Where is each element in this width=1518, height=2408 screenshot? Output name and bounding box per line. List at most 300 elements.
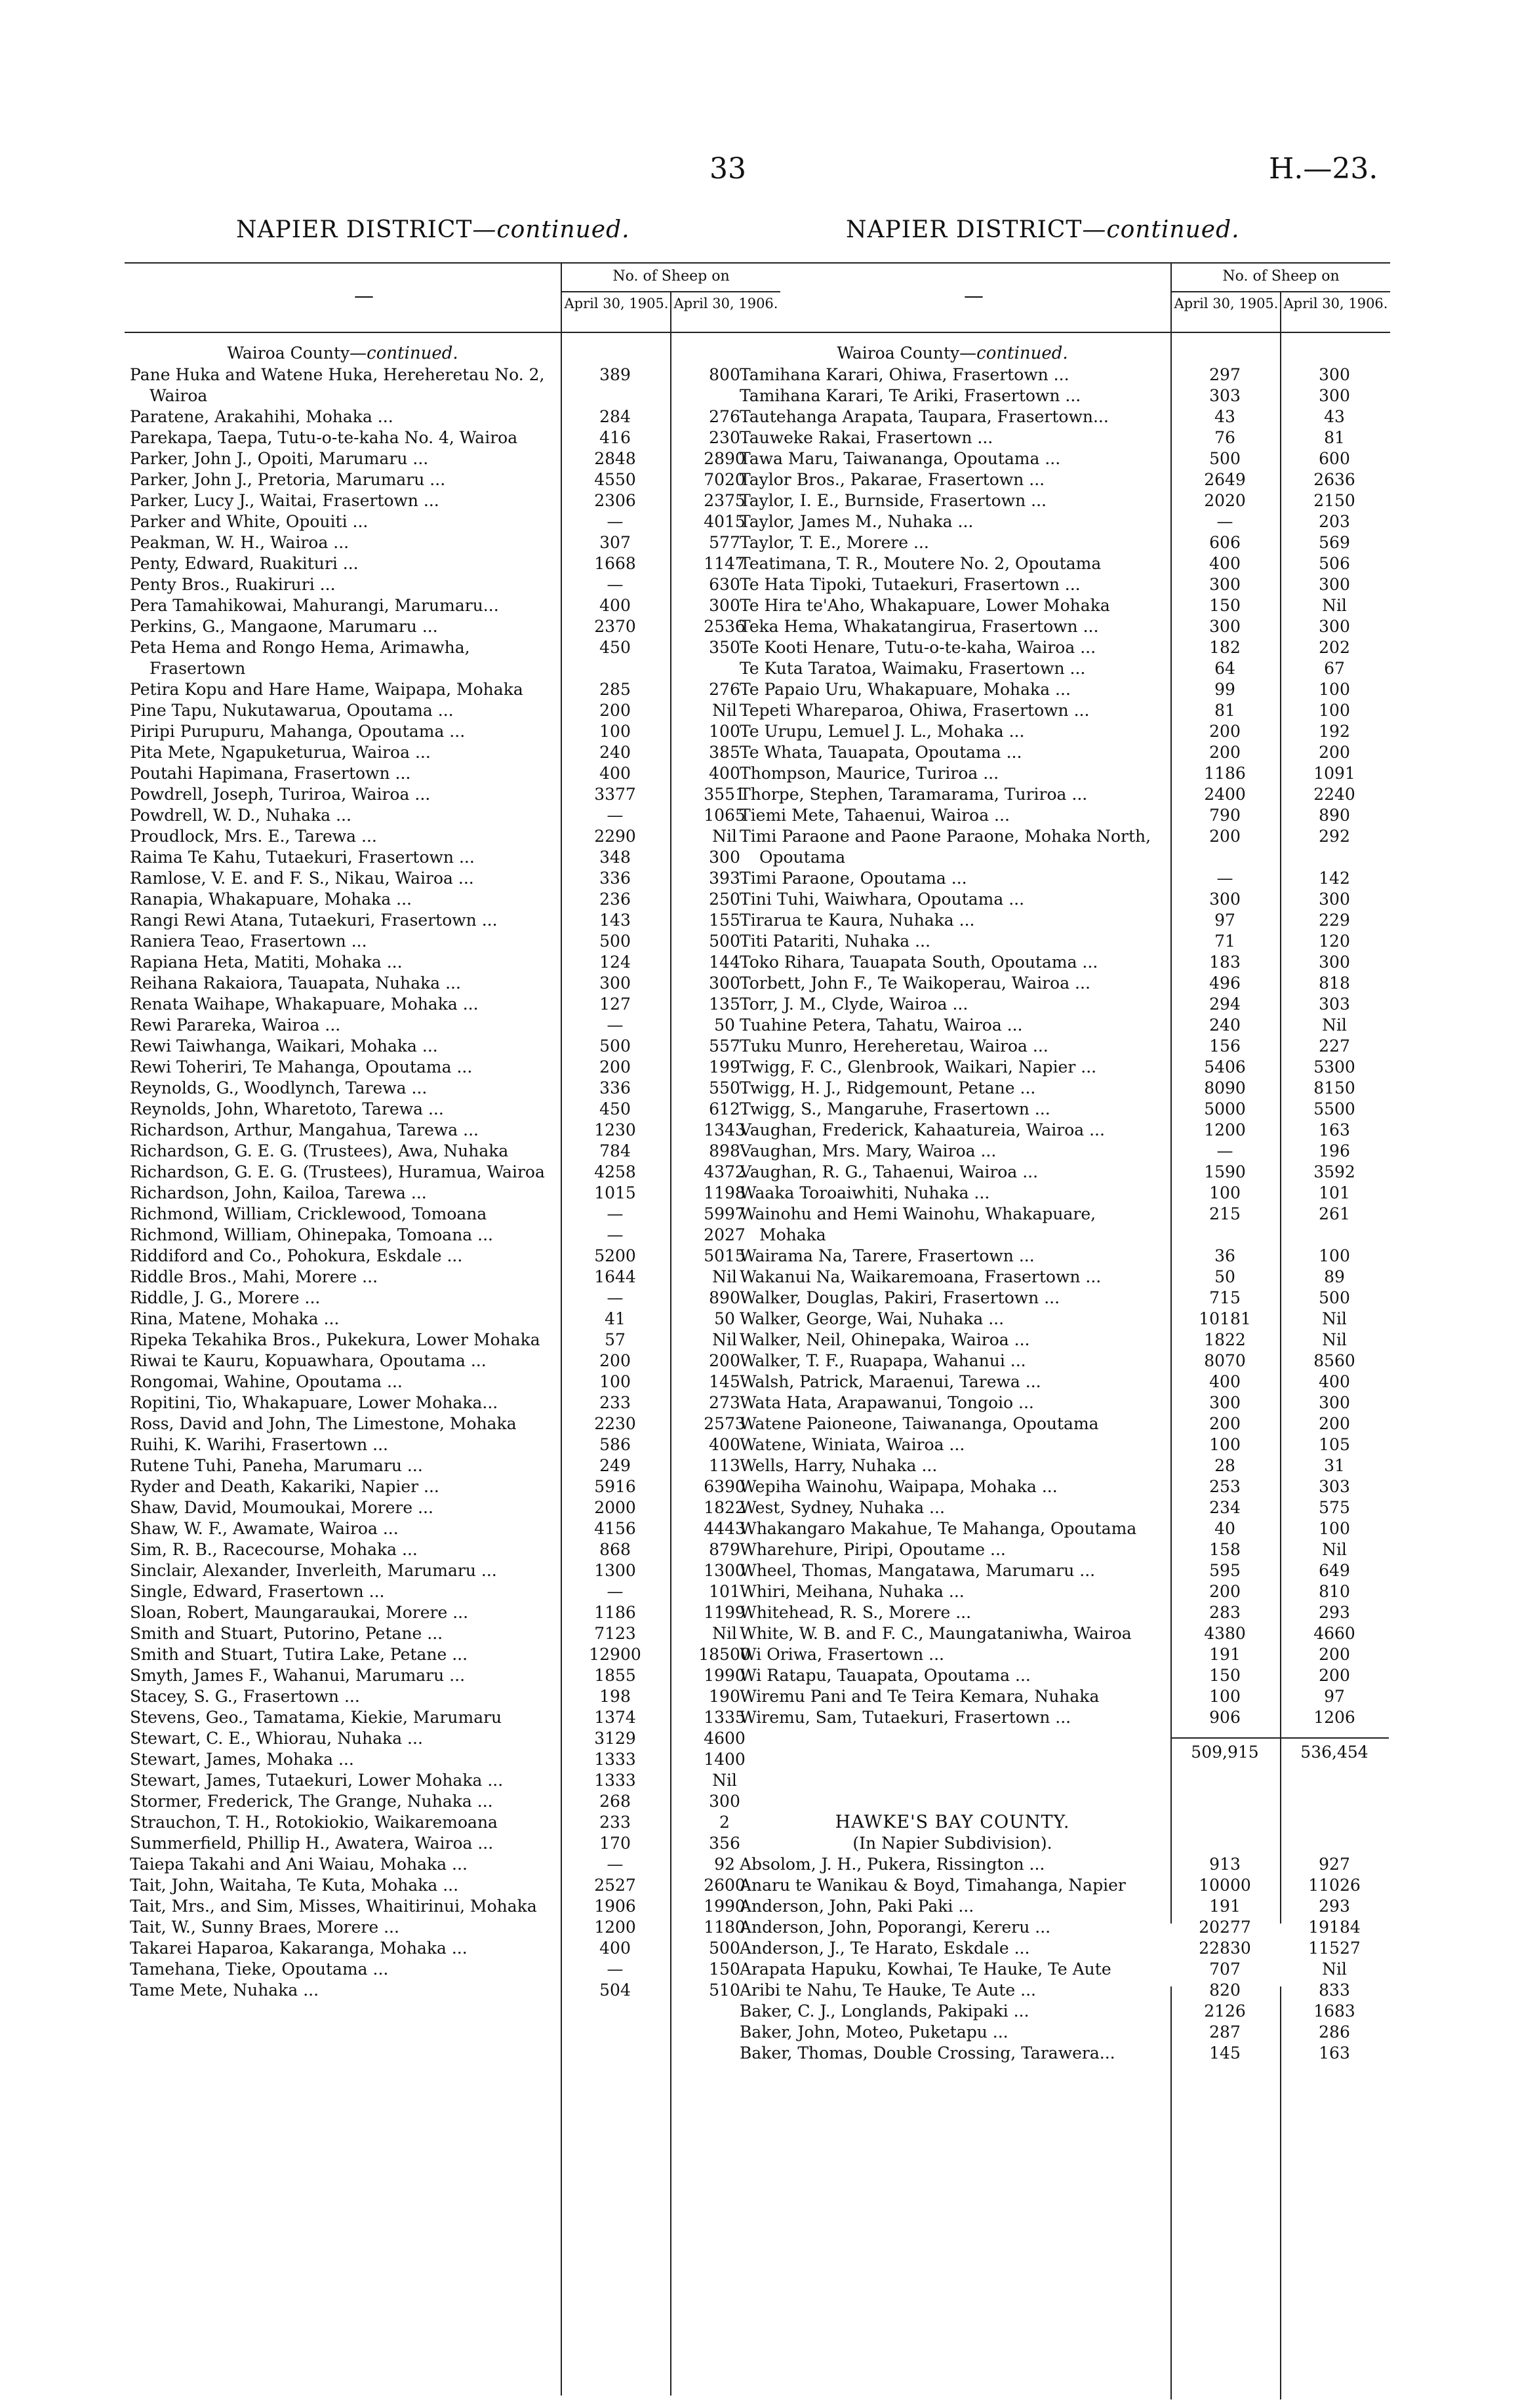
holder-name: Wiremu Pani and Te Teira Kemara, Nuhaka [740, 1687, 1100, 1706]
sheep-count-1905: 200 [599, 1351, 631, 1370]
county-subheading: (In Napier Subdivision). [852, 1834, 1052, 1853]
holder-name: Wiremu, Sam, Tutaekuri, Frasertown ... [740, 1708, 1071, 1727]
district-heading: NAPIER DISTRICT—continued. [236, 216, 630, 243]
sheep-count-1906: 5300 [1313, 1057, 1355, 1076]
table-row [125, 1602, 780, 1623]
sheep-count-1905: 284 [599, 407, 631, 426]
sheep-count-1905: — [607, 1225, 624, 1244]
sheep-count-1906: 145 [709, 1372, 740, 1391]
table-row [125, 1476, 780, 1497]
holder-name: Ross, David and John, The Limestone, Mohaka [130, 1414, 517, 1433]
holder-name: Rewi Parareka, Wairoa ... [130, 1016, 341, 1035]
sheep-count-1906: 200 [709, 1351, 740, 1370]
sheep-count-1905: 240 [1209, 1016, 1241, 1035]
holder-name: Twigg, F. C., Glenbrook, Waikari, Napier ... [740, 1057, 1097, 1076]
sheep-count-1906: 890 [1319, 806, 1350, 825]
sheep-count-1905: 500 [1209, 449, 1241, 468]
holder-name: Twigg, S., Mangaruhe, Frasertown ... [740, 1099, 1050, 1118]
table-row [734, 1665, 1390, 1686]
holder-name: Stewart, James, Tutaekuri, Lower Mohaka ... [130, 1771, 504, 1790]
holder-name: Te Whata, Tauapata, Opoutama ... [740, 743, 1022, 762]
table-row [734, 700, 1390, 721]
table-row [125, 1539, 780, 1560]
table-row [734, 1330, 1390, 1351]
holder-name: Walker, Neil, Ohinepaka, Wairoa ... [740, 1330, 1030, 1349]
sheep-count-1905: 124 [599, 953, 631, 972]
sheep-count-1906: 350 [709, 638, 740, 657]
holder-name: Richmond, William, Cricklewood, Tomoana [130, 1204, 487, 1223]
sheep-count-1905: 40 [1214, 1519, 1235, 1538]
holder-name: Tuku Munro, Hereheretau, Wairoa ... [740, 1036, 1049, 1056]
holder-name: Baker, Thomas, Double Crossing, Tarawera... [740, 2043, 1115, 2063]
sheep-count-1906: 100 [1319, 680, 1350, 699]
table-row [125, 952, 780, 973]
holder-name: Anderson, John, Poporangi, Kereru ... [740, 1918, 1051, 1937]
table-row [125, 763, 780, 784]
sheep-count-1906: 510 [709, 1981, 740, 2000]
table-row [125, 910, 780, 931]
sheep-count-1906: 400 [1319, 1372, 1350, 1391]
sheep-count-1906: 8150 [1313, 1078, 1355, 1097]
sheep-count-1905: 820 [1209, 1981, 1241, 2000]
table-row [734, 2001, 1390, 2022]
sheep-count-1905: 2649 [1204, 470, 1246, 489]
table-row [734, 742, 1390, 763]
sheep-count-1905: 2290 [594, 827, 636, 846]
sheep-count-1906: 2 [719, 1813, 730, 1832]
sheep-count-1906: 356 [709, 1834, 740, 1853]
holder-name: Whitehead, R. S., Morere ... [740, 1603, 972, 1622]
holder-name: Ripeka Tekahika Bros., Pukekura, Lower Mohaka [130, 1330, 540, 1349]
sheep-count-1906: 190 [709, 1687, 740, 1706]
sheep-count-1905: 1590 [1204, 1162, 1246, 1181]
table-row [125, 931, 780, 952]
sheep-count-1905: 1333 [594, 1750, 636, 1769]
sheep-count-1906: 4600 [704, 1729, 746, 1748]
sheep-count-1905: 906 [1209, 1708, 1241, 1727]
sheep-count-1906: 506 [1319, 554, 1350, 573]
sheep-count-1905: 1015 [594, 1183, 636, 1202]
sheep-count-1905: 1200 [594, 1918, 636, 1937]
sheep-count-1906: 203 [1319, 512, 1350, 531]
holder-name: Taylor Bros., Pakarae, Frasertown ... [740, 470, 1045, 489]
sheep-count-1906: 192 [1319, 722, 1350, 741]
sheep-count-1905: 5200 [594, 1246, 636, 1265]
holder-name: Whiri, Meihana, Nuhaka ... [740, 1582, 965, 1601]
sheep-count-1905: 1668 [594, 554, 636, 573]
table-row [734, 1015, 1390, 1036]
sheep-count-1905: 100 [1209, 1183, 1241, 1202]
table-row [125, 1686, 780, 1707]
holder-name: Taylor, I. E., Burnside, Frasertown ... [740, 491, 1047, 510]
sheep-count-1905: 200 [1209, 827, 1241, 846]
sheep-count-1906: 3592 [1313, 1162, 1355, 1181]
holder-name: Sim, R. B., Racecourse, Mohaka ... [130, 1540, 418, 1559]
county-heading: HAWKE'S BAY COUNTY. [835, 1812, 1070, 1832]
sheep-count-1906: 50 [714, 1309, 735, 1328]
holder-name: Watene, Winiata, Wairoa ... [740, 1435, 965, 1454]
table-row [734, 1581, 1390, 1602]
sheep-count-1906: 1335 [704, 1708, 746, 1727]
sheep-count-1905: 2230 [594, 1414, 636, 1433]
table-row [125, 1917, 780, 1938]
sheep-count-1906: 1990 [704, 1897, 746, 1916]
holder-name: Pane Huka and Watene Huka, Hereheretau No. 2, Wairoa [130, 365, 545, 405]
table-row [125, 889, 780, 910]
total-rule [1170, 1737, 1389, 1739]
sheep-count-1905: 4258 [594, 1162, 636, 1181]
county-subheading: Wairoa County—continued. [227, 344, 458, 363]
holder-name: Wharehure, Piripi, Opoutame ... [740, 1540, 1006, 1559]
holder-name: Shaw, David, Moumoukai, Morere ... [130, 1498, 433, 1517]
sheep-count-1906: 5997 [704, 1204, 746, 1223]
holder-name: Reihana Rakaiora, Tauapata, Nuhaka ... [130, 974, 461, 993]
table-row [734, 511, 1390, 532]
sheep-count-1906: Nil [1322, 1330, 1347, 1349]
sheep-count-1906: 292 [1319, 827, 1350, 846]
sheep-count-1905: 81 [1214, 701, 1235, 720]
holder-name: Tamihana Karari, Ohiwa, Frasertown ... [740, 365, 1069, 384]
table-row [125, 616, 780, 637]
sheep-count-1906: 4372 [704, 1162, 746, 1181]
sheep-count-1906: 1400 [704, 1750, 746, 1769]
table-row [734, 763, 1390, 784]
table-row [125, 1812, 780, 1833]
table-row [734, 1707, 1390, 1728]
sheep-count-1906: 400 [709, 1435, 740, 1454]
holder-name: Raniera Teao, Frasertown ... [130, 932, 367, 951]
sheep-count-1906: Nil [712, 1624, 737, 1643]
name-column-header: — [354, 285, 374, 307]
sheep-count-1906: 300 [1319, 1393, 1350, 1412]
table-row [125, 469, 780, 490]
table-row [125, 973, 780, 994]
table-row [125, 365, 780, 406]
sheep-count-1905: 500 [599, 932, 631, 951]
holder-name: Riwai te Kauru, Kopuawhara, Opoutama ... [130, 1351, 487, 1370]
holder-name: Twigg, H. J., Ridgemount, Petane ... [740, 1078, 1036, 1097]
sheep-count-1906: 1343 [704, 1120, 746, 1139]
table-row [125, 1833, 780, 1854]
sheep-count-1905: 595 [1209, 1561, 1241, 1580]
sheep-count-1906: 7020 [704, 470, 746, 489]
table-row [125, 1875, 780, 1896]
table-row [125, 679, 780, 700]
holder-name: Richmond, William, Ohinepaka, Tomoana ... [130, 1225, 494, 1244]
sheep-count-1905: 297 [1209, 365, 1241, 384]
total-1905: 509,915 [1191, 1743, 1259, 1762]
table-row [125, 1665, 780, 1686]
sheep-count-1905: 76 [1214, 428, 1235, 447]
sheep-count-1905: 300 [599, 974, 631, 993]
holder-name: Peta Hema and Rongo Hema, Arimawha, Frasertown [130, 638, 470, 678]
sheep-count-1906: 200 [1319, 1414, 1350, 1433]
sheep-count-1905: 143 [599, 911, 631, 930]
sheep-count-1905: 389 [599, 365, 631, 384]
table-row [734, 1875, 1390, 1896]
holder-name: Rapiana Heta, Matiti, Mohaka ... [130, 953, 403, 972]
sheep-count-1905: — [607, 1960, 624, 1979]
holder-name: Ramlose, V. E. and F. S., Nikau, Wairoa ... [130, 869, 474, 888]
sheep-count-1905: 10000 [1199, 1876, 1251, 1895]
sheep-count-1906: 1065 [704, 806, 746, 825]
holder-name: Poutahi Hapimana, Frasertown ... [130, 764, 411, 783]
table-row [125, 1162, 780, 1183]
holder-name: Sinclair, Alexander, Inverleith, Marumaru ... [130, 1561, 497, 1580]
table-row [734, 574, 1390, 595]
holder-name: Tame Mete, Nuhaka ... [130, 1981, 319, 2000]
holder-name: Anderson, J., Te Harato, Eskdale ... [740, 1939, 1030, 1958]
sheep-count-1905: — [607, 1204, 624, 1223]
holder-name: Walker, T. F., Ruapapa, Wahanui ... [740, 1351, 1026, 1370]
sheep-count-1905: 200 [1209, 1582, 1241, 1601]
holder-name: Torbett, John F., Te Waikoperau, Wairoa ... [740, 974, 1090, 993]
holder-name: Te Hira te'Aho, Whakapuare, Lower Mohaka [740, 596, 1110, 615]
holder-name: Pita Mete, Ngapuketurua, Wairoa ... [130, 743, 431, 762]
holder-name: Sloan, Robert, Maungaraukai, Morere ... [130, 1603, 469, 1622]
table-row [125, 574, 780, 595]
holder-name: Richardson, G. E. G. (Trustees), Huramua, Wairoa [130, 1162, 545, 1181]
holder-name: Penty, Edward, Ruakituri ... [130, 554, 359, 573]
holder-name: Tepeti Whareparoa, Ohiwa, Frasertown ... [740, 701, 1090, 720]
holder-name: Tait, W., Sunny Braes, Morere ... [130, 1918, 399, 1937]
sheep-count-1906: 612 [709, 1099, 740, 1118]
holder-name: Teatimana, T. R., Moutere No. 2, Opoutama [740, 554, 1102, 573]
sheep-count-1906: 833 [1319, 1981, 1350, 2000]
holder-name: Raima Te Kahu, Tutaekuri, Frasertown ... [130, 848, 475, 867]
sheep-count-1905: 1644 [594, 1267, 636, 1286]
sheep-count-1905: 2020 [1204, 491, 1246, 510]
table-row [734, 826, 1390, 868]
sheep-count-1905: 1333 [594, 1771, 636, 1790]
sheep-count-1905: 127 [599, 995, 631, 1014]
sheep-count-1906: 142 [1319, 869, 1350, 888]
sheep-count-1906: 300 [709, 848, 740, 867]
sheep-count-1906: 1180 [704, 1918, 746, 1937]
table-row [125, 1707, 780, 1728]
table-row [734, 427, 1390, 448]
sheep-count-1905: 170 [599, 1834, 631, 1853]
table-row [125, 742, 780, 763]
table-row [734, 1372, 1390, 1392]
sheep-count-1906: 227 [1319, 1036, 1350, 1056]
table-row [125, 868, 780, 889]
holder-name: Vaughan, Mrs. Mary, Wairoa ... [740, 1141, 997, 1160]
table-row [125, 1078, 780, 1099]
sheep-count-1906: 113 [709, 1456, 740, 1475]
sheep-count-1905: 416 [599, 428, 631, 447]
sheep-count-1905: 307 [599, 533, 631, 552]
sheep-count-1906: 2573 [704, 1414, 746, 1433]
sheep-count-1906: 81 [1324, 428, 1345, 447]
sheep-count-1906: 300 [1319, 953, 1350, 972]
sheep-count-1906: 400 [709, 764, 740, 783]
sheep-count-1905: 236 [599, 890, 631, 909]
col-1905-header: April 30, 1905. [1170, 292, 1281, 334]
sheep-count-1905: 3377 [594, 785, 636, 804]
table-row [125, 1057, 780, 1078]
table-row [125, 826, 780, 847]
county-total [734, 1737, 1390, 1770]
table-row [125, 994, 780, 1015]
table-row [734, 1141, 1390, 1162]
table-row [125, 1015, 780, 1036]
table-row [125, 1770, 780, 1791]
sheep-count-1906: 120 [1319, 932, 1350, 951]
sheep-count-1906: 1147 [704, 554, 746, 573]
sheep-count-1906: 163 [1319, 1120, 1350, 1139]
sheep-count-1905: 158 [1209, 1540, 1241, 1559]
sheep-count-1906: 810 [1319, 1582, 1350, 1601]
holder-name: Single, Edward, Frasertown ... [130, 1582, 385, 1601]
holder-name: Te Papaio Uru, Whakapuare, Mohaka ... [740, 680, 1071, 699]
table-row [125, 1938, 780, 1959]
table-row [734, 1204, 1390, 1246]
holder-name: Parker, John J., Pretoria, Marumaru ... [130, 470, 446, 489]
holder-name: Smith and Stuart, Tutira Lake, Petane ... [130, 1645, 468, 1664]
holder-name: Wairama Na, Tarere, Frasertown ... [740, 1246, 1035, 1265]
sheep-count-1906: 300 [1319, 386, 1350, 405]
holder-name: Torr, J. M., Clyde, Wairoa ... [740, 995, 969, 1014]
table-header [734, 262, 1390, 333]
table-row [125, 532, 780, 553]
table-row [125, 448, 780, 469]
sheep-count-1906: 100 [1319, 701, 1350, 720]
holder-name: Smyth, James F., Wahanui, Marumaru ... [130, 1666, 466, 1685]
table-row [125, 1560, 780, 1581]
sheep-count-1906: Nil [712, 1771, 737, 1790]
table-row [734, 1434, 1390, 1455]
table-row [734, 616, 1390, 637]
holder-name: Parker, Lucy J., Waitai, Frasertown ... [130, 491, 439, 510]
holder-name: Te Urupu, Lemuel J. L., Mohaka ... [740, 722, 1025, 741]
table-row [125, 1225, 780, 1246]
sheep-count-1905: 500 [599, 1036, 631, 1056]
table-row [734, 1183, 1390, 1204]
sheep-count-1906: 2890 [704, 449, 746, 468]
sheep-count-1906: 303 [1319, 995, 1350, 1014]
holder-name: Tait, Mrs., and Sim, Misses, Whaitirinui, Mohaka [130, 1897, 537, 1916]
table-row [734, 1497, 1390, 1518]
holder-name: Wepiha Wainohu, Waipapa, Mohaka ... [740, 1477, 1058, 1496]
holder-name: Richardson, G. E. G. (Trustees), Awa, Nuhaka [130, 1141, 509, 1160]
table-row [125, 1644, 780, 1665]
sheep-count-1905: 450 [599, 638, 631, 657]
left-table-body [125, 342, 780, 2001]
sheep-count-1906: 500 [1319, 1288, 1350, 1307]
table-row [734, 1980, 1390, 2001]
holder-name: Rewi Toheriri, Te Mahanga, Opoutama ... [130, 1057, 473, 1076]
holder-name: West, Sydney, Nuhaka ... [740, 1498, 945, 1517]
holder-name: Ranapia, Whakapuare, Mohaka ... [130, 890, 412, 909]
sheep-count-1905: 287 [1209, 2023, 1241, 2042]
sheep-count-1906: 200 [1319, 1645, 1350, 1664]
table-row [734, 973, 1390, 994]
sheep-count-1905: 4550 [594, 470, 636, 489]
table-row [125, 721, 780, 742]
holder-name: Taylor, T. E., Morere ... [740, 533, 929, 552]
sheep-count-1906: 200 [1319, 1666, 1350, 1685]
table-row [125, 511, 780, 532]
sheep-count-1906: 155 [709, 911, 740, 930]
sheep-count-1906: 8560 [1313, 1351, 1355, 1370]
table-row [125, 1099, 780, 1120]
sheep-count-1906: 199 [709, 1057, 740, 1076]
table-row [125, 490, 780, 511]
sheep-count-1905: 240 [599, 743, 631, 762]
page-number: 33 [709, 152, 746, 186]
sheep-count-1905: 4156 [594, 1519, 636, 1538]
sheep-count-1905: 183 [1209, 953, 1241, 972]
table-row [734, 868, 1390, 889]
sheep-count-1905: 1230 [594, 1120, 636, 1139]
holder-name: Stewart, C. E., Whiorau, Nuhaka ... [130, 1729, 423, 1748]
sheep-count-1905: 97 [1214, 911, 1235, 930]
sheep-count-1905: 300 [1209, 890, 1241, 909]
table-row [734, 385, 1390, 406]
holder-name: Stewart, James, Mohaka ... [130, 1750, 354, 1769]
sheep-count-1906: Nil [712, 701, 737, 720]
sheep-count-1906: 2150 [1313, 491, 1355, 510]
sheep-count-1905: 5406 [1204, 1057, 1246, 1076]
table-row [734, 1392, 1390, 1413]
holder-name: Anaru te Wanikau & Boyd, Timahanga, Napier [740, 1876, 1126, 1895]
sheep-count-1905: 400 [599, 764, 631, 783]
sheep-count-1905: 191 [1209, 1645, 1241, 1664]
holder-name: Stevens, Geo., Tamatama, Kiekie, Marumaru [130, 1708, 502, 1727]
sheep-count-1905: 606 [1209, 533, 1241, 552]
sheep-count-1906: 276 [709, 680, 740, 699]
holder-name: Penty Bros., Ruakiruri ... [130, 575, 336, 594]
sheep-count-1905: 300 [1209, 617, 1241, 636]
sheep-count-1906: 1091 [1313, 764, 1355, 783]
sheep-count-1905: 234 [1209, 1498, 1241, 1517]
holder-name: Thorpe, Stephen, Taramarama, Turiroa ... [740, 785, 1088, 804]
holder-name: Stacey, S. G., Frasertown ... [130, 1687, 360, 1706]
holder-name: Summerfield, Phillip H., Awatera, Wairoa ... [130, 1834, 494, 1853]
holder-name: Tini Tuhi, Waiwhara, Opoutama ... [740, 890, 1025, 909]
sheep-count-1905: 1906 [594, 1897, 636, 1916]
sheep-count-1906: 11026 [1308, 1876, 1361, 1895]
sheep-count-1906: 202 [1319, 638, 1350, 657]
table-row [125, 1246, 780, 1267]
sheep-count-1906: 286 [1319, 2023, 1350, 2042]
sheep-count-1906: 293 [1319, 1897, 1350, 1916]
sheep-count-1906: 818 [1319, 974, 1350, 993]
table-row [734, 1854, 1390, 1875]
sheep-count-1905: 198 [599, 1687, 631, 1706]
table-row [734, 2022, 1390, 2043]
sheep-count-1906: 105 [1319, 1435, 1350, 1454]
sheep-count-1906: 300 [1319, 890, 1350, 909]
sheep-count-1906: 300 [1319, 575, 1350, 594]
table-row [734, 784, 1390, 805]
sheep-count-1906: 2027 [704, 1225, 746, 1244]
sheep-count-1905: 5916 [594, 1477, 636, 1496]
sheep-count-1905: 400 [1209, 1372, 1241, 1391]
sheep-count-1906: 2240 [1313, 785, 1355, 804]
table-row [125, 700, 780, 721]
sheep-count-1905: 22830 [1199, 1939, 1251, 1958]
holder-name: Rangi Rewi Atana, Tutaekuri, Frasertown ... [130, 911, 498, 930]
sheep-count-1905: 145 [1209, 2043, 1241, 2063]
table-row [125, 1749, 780, 1770]
sheep-count-1905: 3129 [594, 1729, 636, 1748]
sheep-count-1906: 97 [1324, 1687, 1345, 1706]
table-row [125, 1455, 780, 1476]
sheep-count-1906: 300 [709, 596, 740, 615]
sheep-count-1905: 182 [1209, 638, 1241, 657]
